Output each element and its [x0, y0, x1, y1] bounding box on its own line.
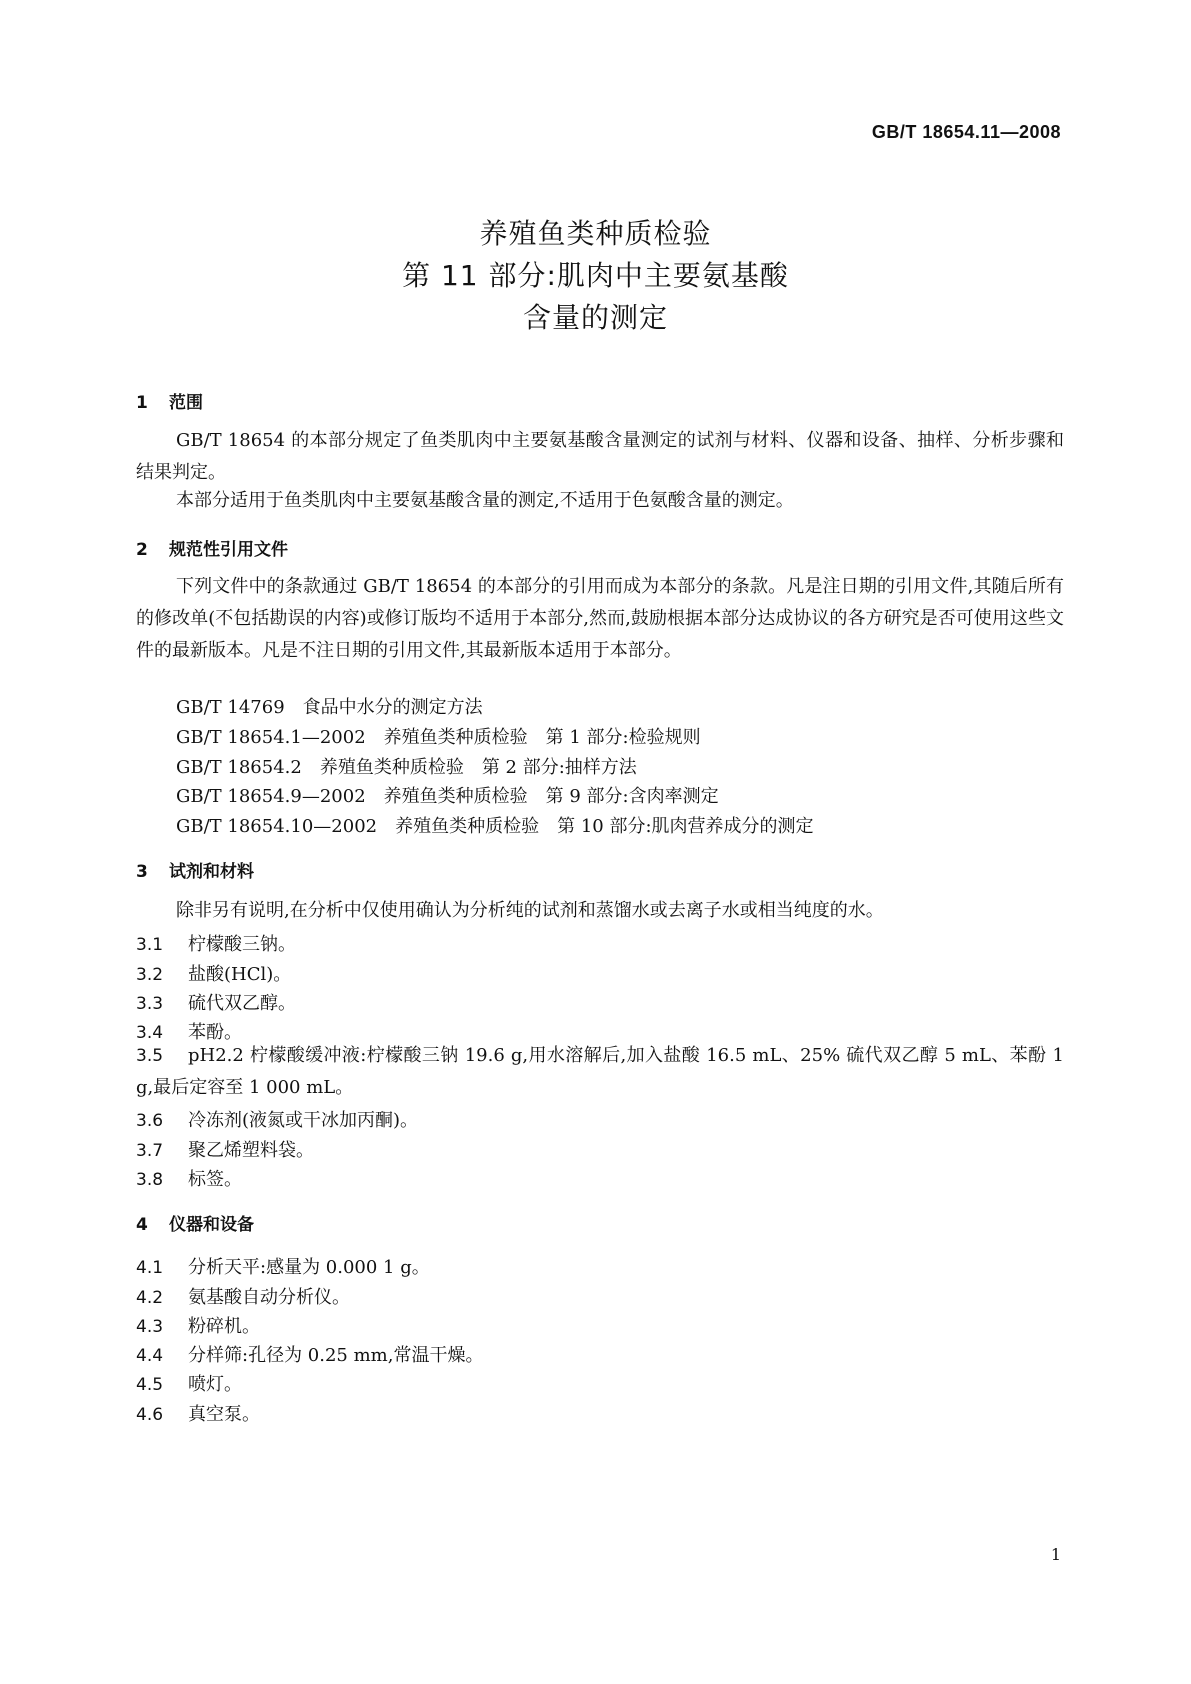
clause-number: 3.2	[136, 965, 164, 985]
clause-item	[136, 989, 296, 1015]
clause-text: 冷冻剂(液氮或干冰加丙酮)。	[188, 1110, 419, 1131]
clause-number: 4.2	[136, 1288, 164, 1308]
clause-text: 分析天平:感量为 0.000 1 g。	[188, 1257, 430, 1278]
normative-reference: GB/T 18654.9—2002 养殖鱼类种质检验 第 9 部分:含肉率测定	[176, 786, 719, 807]
normative-reference: GB/T 18654.10—2002 养殖鱼类种质检验 第 10 部分:肌肉营养成分的测定	[176, 816, 814, 837]
section-title: 试剂和材料	[169, 862, 254, 882]
clause-number: 3.7	[136, 1141, 164, 1161]
normative-reference: GB/T 18654.2 养殖鱼类种质检验 第 2 部分:抽样方法	[176, 757, 637, 778]
section-1-paragraph-2: 本部分适用于鱼类肌肉中主要氨基酸含量的测定,不适用于色氨酸含量的测定。	[176, 490, 794, 511]
clause-item	[136, 1136, 314, 1162]
clause-number: 4.6	[136, 1405, 164, 1425]
clause-item	[136, 1370, 242, 1396]
clause-text: 标签。	[188, 1169, 242, 1190]
section-number: 4	[136, 1215, 148, 1235]
section-1-heading	[136, 388, 203, 413]
clause-item	[136, 1106, 418, 1132]
page-number: 1	[1050, 1545, 1061, 1564]
clause-item	[136, 1253, 430, 1279]
normative-reference: GB/T 14769 食品中水分的测定方法	[176, 697, 483, 718]
section-3-paragraph-1: 除非另有说明,在分析中仅使用确认为分析纯的试剂和蒸馏水或去离子水或相当纯度的水。	[176, 900, 884, 921]
clause-item	[136, 1040, 1064, 1104]
section-1-paragraph-1: GB/T 18654 的本部分规定了鱼类肌肉中主要氨基酸含量测定的试剂与材料、仪器和设备、抽样、分析步骤和结果判定。	[136, 430, 1064, 483]
clause-item	[136, 960, 291, 986]
clause-text: 氨基酸自动分析仪。	[188, 1287, 350, 1308]
section-3-heading	[136, 857, 254, 882]
clause-text: pH2.2 柠檬酸缓冲液:柠檬酸三钠 19.6 g,用水溶解后,加入盐酸 16.5 mL、25% 硫代双乙醇 5 mL、苯酚 1 g,最后定容至 1 000 mL。	[136, 1045, 1064, 1098]
clause-text: 真空泵。	[188, 1404, 260, 1425]
clause-number: 4.5	[136, 1375, 164, 1395]
standard-number: GB/T 18654.11—2008	[871, 122, 1061, 142]
clause-number: 3.8	[136, 1170, 164, 1190]
clause-text: 分样筛:孔径为 0.25 mm,常温干燥。	[188, 1345, 484, 1366]
section-2-paragraph-1: 下列文件中的条款通过 GB/T 18654 的本部分的引用而成为本部分的条款。凡是注日期的引用文件,其随后所有的修改单(不包括勘误的内容)或修订版均不适用于本部分,然而,鼓励根据本部分达成协议的各方研究是否可使用这些文件的最新版本。凡是不注日期的引用文件,其最新版本适用于本部分。	[136, 576, 1064, 661]
clause-number: 4.3	[136, 1317, 164, 1337]
clause-item	[136, 1165, 242, 1191]
title-line-2: 第 11 部分:肌肉中主要氨基酸	[402, 259, 789, 292]
section-title: 规范性引用文件	[169, 540, 288, 560]
clause-number: 4.1	[136, 1258, 164, 1278]
clause-text: 柠檬酸三钠。	[188, 934, 296, 955]
clause-number: 3.3	[136, 994, 164, 1014]
section-number: 1	[136, 393, 148, 413]
title-line-3: 含量的测定	[522, 301, 668, 334]
section-2-heading	[136, 535, 288, 560]
title-line-1: 养殖鱼类种质检验	[479, 217, 712, 250]
clause-text: 喷灯。	[188, 1374, 242, 1395]
clause-number: 3.4	[136, 1023, 164, 1043]
section-4-heading	[136, 1210, 254, 1235]
normative-reference: GB/T 18654.1—2002 养殖鱼类种质检验 第 1 部分:检验规则	[176, 727, 701, 748]
clause-item	[136, 1400, 260, 1426]
clause-item	[136, 1341, 483, 1367]
clause-text: 硫代双乙醇。	[188, 993, 296, 1014]
clause-number: 3.5	[136, 1046, 164, 1066]
clause-text: 苯酚。	[188, 1022, 242, 1043]
clause-item	[136, 1312, 260, 1338]
section-title: 范围	[169, 393, 203, 413]
clause-text: 盐酸(HCl)。	[188, 964, 292, 985]
clause-number: 3.6	[136, 1111, 164, 1131]
clause-text: 粉碎机。	[188, 1316, 260, 1337]
section-number: 2	[136, 540, 148, 560]
section-number: 3	[136, 862, 148, 882]
clause-item	[136, 1283, 350, 1309]
clause-number: 3.1	[136, 935, 164, 955]
clause-item	[136, 930, 296, 956]
section-title: 仪器和设备	[169, 1215, 254, 1235]
clause-text: 聚乙烯塑料袋。	[188, 1140, 314, 1161]
clause-number: 4.4	[136, 1346, 164, 1366]
